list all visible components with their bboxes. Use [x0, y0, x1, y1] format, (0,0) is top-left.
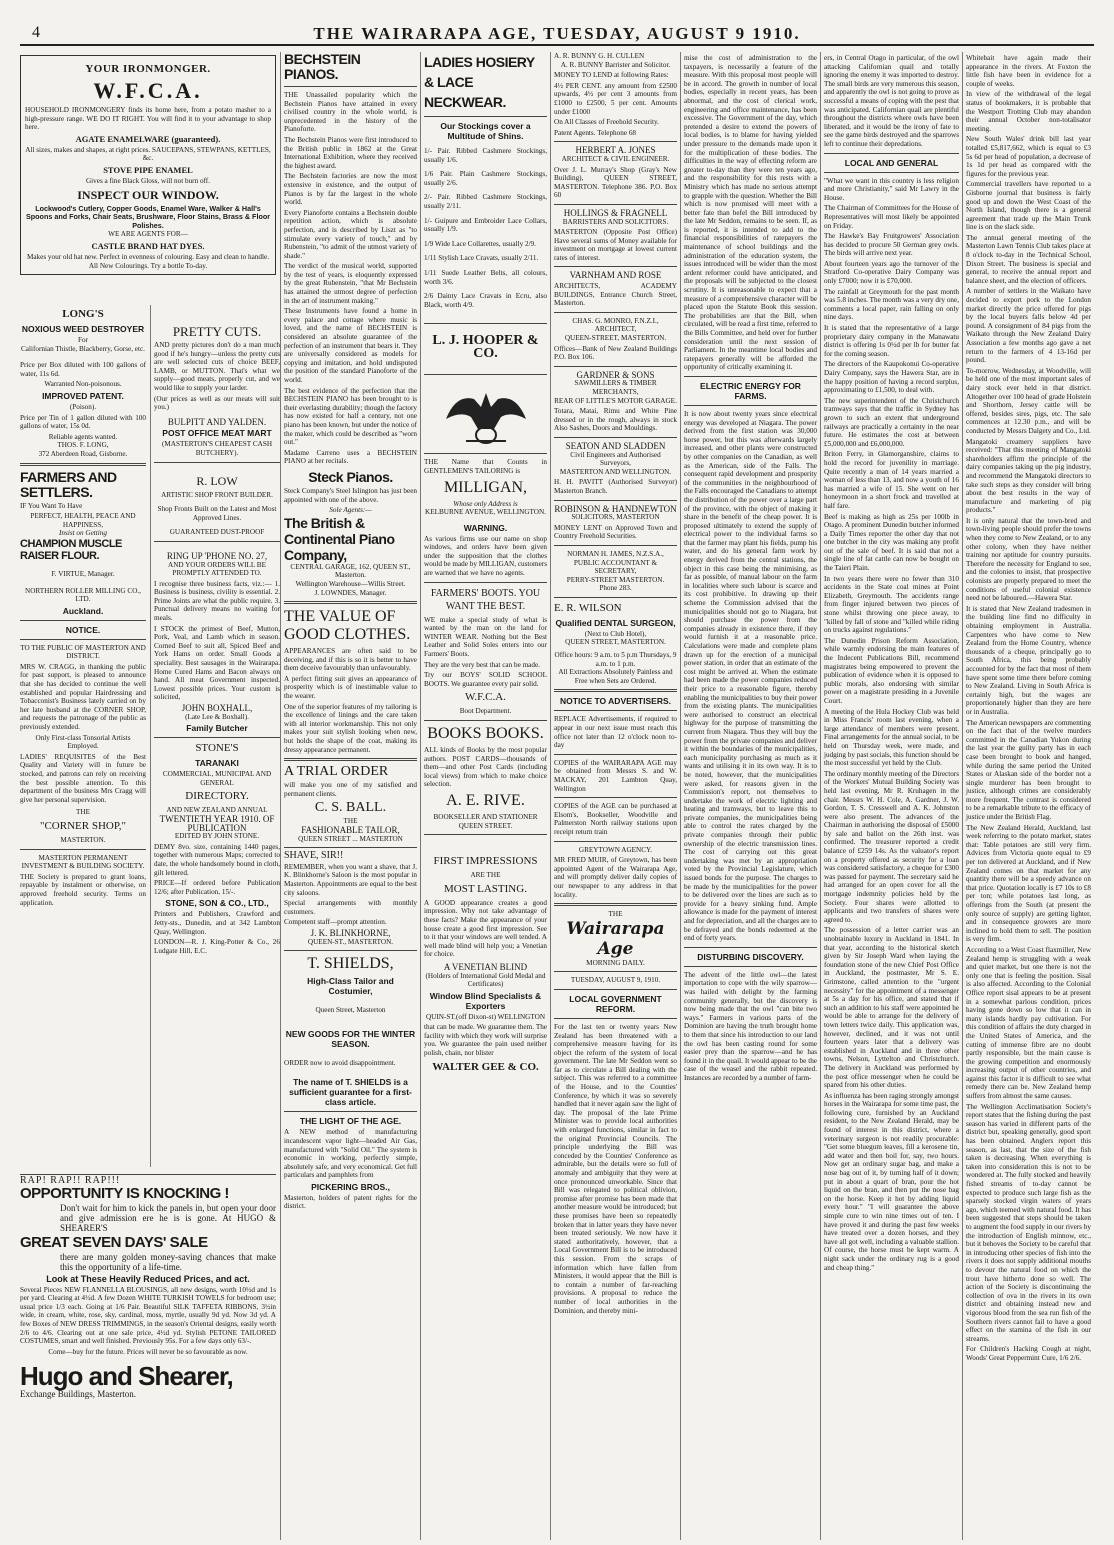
books-text: ALL kinds of Books by the most popular authors. POST CARDS—thousands of them—and other Post Cards (including local views) from which to make choice selection. [424, 746, 547, 789]
pretty-text: AND pretty pictures don't do a man much good if he's hungry—unless the pretty cuts are well selected cuts of choice BEEF, LAMB, or MUTTON. That's what we supply—good meats, properly cut, and we would like to supply your larder. [154, 341, 280, 392]
value-text3: One of the superior features of my tailoring is the excellence of linings and the care taken with all interior workmanship. This not only makes your suit stylish looking when new, but holds the shape of the coat, making its dressy appearance permanent. [284, 702, 417, 754]
gardner-addr: REAR OF LITTLE'S MOTOR GARAGE. [554, 396, 677, 405]
notice-advertisers-text: REPLACE Advertisements, if required to appear in our next issue must reach this office not later than 12 o'clock noon to-day [554, 715, 677, 750]
quin-street: QUIN-ST.(off Dixon-st) WELLINGTON [425, 1012, 546, 1021]
copies-text: COPIES of the WAIRARAPA AGE may be obtained from Messrs S. and W. MACKAY, 201 Lambton Quay, Wellington [554, 758, 677, 793]
stones-directory: DIRECTORY. [185, 790, 249, 803]
shields-title: T. SHIELDS, [307, 955, 394, 973]
news-item: New South Wales' drink bill last year totalled £5,817,662, which is equal to £3 5s 6d per head of population, a decrease of 1s 1d per head as compared with the figures for the previous year. [966, 135, 1091, 178]
pretty-title: PRETTY CUTS. [172, 324, 262, 339]
disturbing-text: The advent of the little owl—the latest importation to cope with the wily sparrow—was hailed with delight by the farming community generally, but the discovery is now being made that the owl "can bite two ways." Farmers in various parts of the Dominion are having the truth brought home to them that since his introduction to our land the owl has been casting round for some easier prey than the sparrow—and he has found it in the quail. It would appear to be the case of the weasel and the rabbit repeated. Instances are recorded by a number of farm- [684, 970, 817, 1082]
venetian-blind: A VENETIAN BLIND [443, 961, 528, 972]
hosiery-item: 1/11 Stylish Lace Cravats, usually 2/11. [424, 254, 539, 263]
steck-title: Steck Pianos. [308, 468, 393, 485]
robinson-sub: SOLICITORS, MASTERTON [571, 513, 660, 522]
news-item: The New Zealand Herald, Auckland, last week referring to the potato market, states that: Table potatoes are still very firm. Advices from Victoria quote equal to £9 per ton delivered at Auckland, and if New Zealand comes on that market for any quantity there will be a speedy advance on that price. Quotation locally is £7 10s to £8 per ton; while potatoes last long, as offerings from the South (at present the only source of supply) are getting lighter, and in consequence growers are more inclined to hold them to sell. The position is very firm. [966, 823, 1091, 944]
ball-fashionable: FASHIONABLE TAILOR, [301, 825, 400, 835]
seaton-addr: MASTERTON AND WELLINGTON. [559, 467, 672, 476]
pickering-holders: Masterton, holders of patent rights for the district. [284, 1193, 417, 1211]
pretty-firm: BULPITT AND YALDEN. [167, 416, 267, 427]
stones-demy: DEMY 8vo. size, containing 1440 pages, together with numerous Maps; corrected to date, the whole handsomely bound in cloth, gilt lettered. [154, 842, 280, 877]
ball-the: THE [343, 817, 358, 826]
news-item: For Children's Hacking Cough at night, Woods' Great Peppermint Cure, 1/6 2/6. [966, 1345, 1091, 1362]
boots-firm: W.F.C.A. [465, 691, 506, 704]
notice-artists: Only First-class Tonsorial Artists Employed. [35, 733, 131, 751]
hosiery-item: 1/- Guipure and Embroider Lace Collars, usually 1/9. [424, 216, 547, 234]
hosiery-item: 1/11 Suede Leather Belts, all colours, worth 3/6. [424, 268, 547, 286]
pavitt: H. H. PAVITT (Authorised Surveyor) Masterton Branch. [554, 478, 677, 495]
farmers-title: FARMERS AND SETTLERS. [20, 468, 117, 500]
boots-dept: Boot Department. [459, 707, 512, 716]
news-item: In two years there were no fewer than 310 accidents in the State coal mines at Point Elizabeth, Greymouth. The accidents range from finger injured between two pieces of stone whilst throwing one piece away, to "killed by fall of stone and "killed while riding on trucks against regulations." [824, 574, 959, 635]
opportunity-heading: OPPORTUNITY IS KNOCKING ! [20, 1184, 229, 1202]
local-gov-text: For the last ten or twenty years New Zealand has been threatened with a comprehensive measure having for its object the reform of the system of local government. The late Mr Seddon went so far as to circulate a Bill dealing with the subject. This was referred to a committee of the House, and to the Counties' Conference, by which it was so severely handled that it never again saw the light of day. The proposal of the late Prime Minister was to provide local authorities with enlarged functions, similar in fact to the original Provincial Councils. The principle underlying the Bill was conceded by the Counties' Conference as admirable, but the details were so full of anomaly and ambiguity that they were at once pronounced unworkable. Since that Bill was relegated to political oblivion, promise after promise has been made that another measure would be introduced; but these promises have been so repeatedly broken that in latter years they have never been treated seriously. We now have it stated authoritatively, however, that a Local Government Bill is to be introduced this session. From the scraps of information which have fallen from Ministers, it would appear that the Bill is to contain a number of far-reaching provisions. A proposal to reduce the number of local authorities in the Dominion, and thereby mini- [554, 1022, 677, 1315]
shields-order: ORDER now to avoid disappointment. [284, 1058, 396, 1067]
lockwood-text: Lockwood's Cutlery, Copper Goods, Enamel Ware, Walker & Hall's Spoons and Forks, Chair Seats, Brushware, Floor Stains, Brass & Floor Polishes. [25, 203, 271, 230]
longs-price: Price per Box diluted with 100 gallons of water, 11s 6d. [20, 361, 146, 378]
champion-flour: CHAMPION MUSCLE RAISER FLOUR. [20, 537, 122, 562]
farmers-lead: IF You Want To Have [20, 501, 83, 510]
hosiery-item: 1/- Pair. Ribbed Cashmere Stockings, usually 1/6. [424, 147, 547, 164]
bechstein-text6: These Instruments have found a home in every palace and cottage where music is loved, and the name of BECHSTEIN is considered an absolute guarantee of the perfection of an instrument that bears it. They are universally considered as models for copying and imitation, and hold undisputed the position of the standard Pianoforte of the world. [284, 307, 417, 384]
ring-stock: I STOCK the primest of Beef, Mutton, Pork, Veal, and Lamb which in season. Corned Beef to suit all, Spiced Beef and York Hams on order. Small Goods a speciality. Best sausages in the Wairarapa. Home Cured Hams and Bacon always on hand. All meat Government inspected. Lowest possible prices. Your custom is solicited, [154, 624, 280, 702]
farmers-insist: Insist on Getting [59, 529, 107, 538]
value-text1: APPEARANCES are often said to be deceiving, and if this is so it is better to have them deceive favourably than unfavourably. [284, 647, 417, 673]
stones-taranaki: TARANAKI [195, 758, 239, 769]
wilson-title: E. R. WILSON [554, 601, 622, 614]
ring-list: I recognise three business facts, viz.:— 1. Business is business, civility is essential. 2. Prime Joints are what the public require. 3. Punctual delivery means no waiting for meals. [154, 579, 280, 623]
greytown-text: MR FRED MUIR, of Greytown, has been appointed Agent of the Wairarapa Age, and will promptly deliver daily copies of our newspaper to any address in that locality. [554, 856, 677, 899]
longs-subtitle: NOXIOUS WEED DESTROYER [21, 324, 145, 334]
longs-title: LONG'S [62, 308, 104, 320]
first-text: A GOOD appearance creates a good impression. Why not take advantage of these facts? Make the appearance of your house create a good first impression. See to it that your windows are well tended. A well made blind will help you; a Venetian for choice. [424, 898, 547, 959]
wilson-hours: Office hours: 9 a.m. to 5 p.m Thursdays, 9 a.m. to 1 p.m. [554, 651, 677, 668]
masthead2-the: THE [608, 910, 623, 919]
stones-year: TWENTIETH YEAR 1910. OF PUBLICATION [159, 813, 275, 833]
gardner-sub: SAWMILLERS & TIMBER MERCHANTS, [574, 379, 657, 396]
longs-poison: (Poison). [69, 402, 97, 411]
agate-heading: AGATE ENAMELWARE (guaranteed). [75, 133, 221, 144]
bechstein-text1: THE Unassailed popularity which the Bechstein Pianos have attained in every civilised country in the whole world, is unprecedented in the history of the Pianoforte. [284, 91, 417, 134]
news-item: The possession of a letter carrier was an unobtainable luxury in Auckland in 1841. In that year, according to the historical sketch given by Sir Joseph Ward when laying the foundation stone of the new Chief Post Office in Auckland, the postmaster, Mr S. E. Grimstone, called attention to the "urgent necessity" for the appointment of a messenger at 5s a day for his office, and stated that if such an addition to his staff were appointed he would be able to arrange for the delivery of town letters twice daily. This application was, however, declined, and it was not until fourteen years later that a delivery was established in Auckland and in three other towns, Nelson, Lyttelton and Christchurch. The delivery in Auckland was performed by the post office messenger when he could be spared from his other duties. [824, 926, 959, 1090]
electric-title: ELECTRIC ENERGY FOR FARMS. [700, 380, 801, 401]
news-item: "What we want in this country is less religion and more Christianity," said Mr Lawry in the House. [824, 176, 959, 202]
great-sale: GREAT SEVEN DAYS' SALE [20, 1233, 208, 1251]
news-item: About fourteen years ago the turnover of the Stratford Co-operative Dairy Company was only £7000; now it is £70,000. [824, 259, 959, 286]
value-text2: A perfect fitting suit gives an appearance of prosperity which is of inestimable value to the wearer. [284, 674, 417, 701]
masthead2-name: Wairarapa Age [566, 918, 665, 959]
news-item: The new superintendent of the Christchurch tramways says that the traffic in Sydney has grown to such an extent that underground railways are practically a certainty in the near future. He estimates the cost at between £5,000,000 and £6,000,000. [824, 396, 959, 448]
electric-text: It is now about twenty years since electrical energy was developed at Niagara. The power derived from the first station was 30,000 horse power, but this was afterwards largely increased, and other plants were constructed by other companies on the Canadian, as well as the American, side of the Falls. The consequent rapid development and prosperity of the communities in the neighbourhood of the Falls encouraged the Canadians to attempt the distribution of the power over a large part of the province, with the object of making it share in the benefit of the cheap power. It is proposed ultimately to extend the supply of electrical power to the individual farms so that the farmer may plant his fields, pump his water, and do his general farm work by energy derived from the central stations, the object in this case being the minimising, as far as possible, of manual labour on the farm in localities where such labour is scarce and its cost prohibitive. In drawing up their scheme the Commission advised that the municipalities should not go to Niagara, but should purchase the power from the companies already in existence there, if they would furnish it at a reasonable price. Calculations were made and complete plans drawn up for the erection of a municipal power station, in order that an estimate of the cost might be arrived at. When the estimate had been made the power companies reduced their price to a reasonable figure, thereby enabling the municipalities to buy their power from the existing plants. The municipalities were authorised to construct an electrical highway for the purpose of transmitting the current from Niagara. Thus they will buy the power from the private companies and deliver it within the boundaries of the municipalities, each municipality purchasing as much as it wants and utilising it in its own way. It is to be noted, however, that the municipalities were asked, for reasons given in the Commission's report, not themselves to undertake the work of electric lighting and heating and tramways, but to leave this to private companies, the municipalities being able to control the rates charged by the private companies through their public ownership of the electric transmission lines. The cost of carrying out this great undertaking was met by an appropriation voted by the Provincial Legislature, which issued bonds for the purpose. The charges to be made by the municipalities for the power to be delivered over the lines are such as to provide for a heavy sinking fund. Ample allowance is made for the payment of interest and for depreciation, and all the charges are to be defrayed and the bonds redeemed at the end of forty years. [684, 409, 817, 943]
news-item: In view of the withdrawal of the legal status of bookmakers, it is probable that the Westport Trotting Club may abandon their annual October non-totalisator meeting. [966, 90, 1091, 133]
farmers-virtue: F. VIRTUE, Manager. [51, 569, 115, 578]
column-4 [550, 52, 680, 1540]
shields-address: Queen Street, Masterton [315, 1006, 386, 1015]
hugo-text2: there are many golden money-saving chances that make this the opportunity of a life-time. [60, 1251, 276, 1272]
local-general-title: LOCAL AND GENERAL [844, 157, 939, 168]
bechstein-title: BECHSTEIN PIANOS. [284, 52, 361, 82]
lowndes-manager: J. LOWNDES, Manager. [314, 588, 387, 597]
news-item: The Chairman of Committees for the House of Representatives will most likely be appointed on Friday. [824, 204, 959, 230]
boxhall-late: (Late Lee & Boxhall). [185, 712, 249, 721]
hollings-title: HOLLINGS & FRAGNELL [563, 207, 668, 218]
greytown-title: GREYTOWN AGENCY. [578, 845, 653, 854]
stones-firm: STONE, SON & CO., LTD., [165, 898, 269, 909]
wilson-next: (Next to Club Hotel), [584, 629, 647, 638]
hugo-come: Come—buy for the future. Prices will never be so favourable as now. [48, 1347, 248, 1356]
notice-the: THE [76, 808, 90, 817]
longs-improved: IMPROVED PATENT. [42, 390, 124, 401]
longs-for-text: Californian Thistle, Blackberry, Gorse, etc. [21, 344, 145, 353]
shields-sub: High-Class Tailor and Costumier, [307, 976, 394, 997]
gardner-text: Totara, Matai, Rimu and White Pine dressed or in the rough, always in stock Also Sashes, Doors and Mouldings. [554, 407, 677, 433]
pickering-name: PICKERING BROS., [311, 1181, 390, 1192]
news-item: The American newspapers are commenting on the fact that of the twelve murders committed in the Canadian Yukon during the last year the guilty party has in each case been brought to book and hanged, while during the same period the United States or Alaskan side of the border not a single murderer has been brought to justice, although crimes are considerably more frequent. The contrast is considered to be a remarkable tribute to the efficacy of justice under the British Flag. [966, 718, 1091, 822]
column-1b [150, 305, 280, 1167]
seaton-title: SEATON AND SLADDEN [565, 440, 666, 451]
farmers-company: NORTHERN ROLLER MILLING CO., LTD. [25, 586, 141, 604]
shave-text: REMEMBER, when you want a shave, that J. K. Blinkhorne's Saloon is the most popular in Masterton. Appointments are equal to the best city saloons. [284, 862, 417, 897]
bechstein-carreno: Madame Carreno uses a BECHSTEIN PIANO at her recitals. [284, 448, 417, 466]
news-item: According to a West Coast flaxmiller, New Zealand hemp is struggling with a weak and quiet market, but one there is not the only one that is feeling the position. Sisal is also affected. According to the Colonial Office report sisal appears to be at present in a somewhat parlous condition, prices having gone down so low that it can in many islands hardly pay cultivation. For this condition of affairs the duty charged in the United States of America, and the cutting of immense fibre are no doubt partly responsible, but the main cause is the growing competition and enormously increasing output of other countries, and against this factor it is difficult to see what remedy there can be. New Zealand hemp suffers from almost the same causes. [966, 945, 1091, 1101]
stones-price: PRICE—If ordered before Publication 12/6; after Publication, 15/-. [154, 879, 280, 896]
value-title: THE VALUE OF GOOD CLOTHES. [284, 608, 411, 644]
hugo-items: Several Pieces NEW FLANNELLA BLOUSINGS, all new designs, worth 10½d and 1s per yard. Clearing at 4½d. A few Dozen WHITE TURKISH TOWELS for bedroom use; usual price 1/3 each. Going at 1/6 Pair. Beautiful SILK TAFFETA RIBBONS, 3½in wide, in cream, white, rose, sky, cardinal, moss, myrtle, usually 9d yd. Now 3d yd. A few Boxes of NEW DRESS TRIMMINGS, in the season's Oriental designs, easily worth 2/6 to 4/6. Clearing out at one sale price, 4½d yd. Stylish PETONE TAILORED COSTUMES, smart and well finished. Previously 95s. For a few days only 63/-. [20, 1285, 276, 1346]
milligan-text: THE Name that Counts in GENTLEMEN'S TAILORING is [424, 458, 547, 475]
bechstein-text2: The Bechstein Pianos were first introduced to the British public in 1862 at the Great International Exhibition, where they received the highest award. [284, 135, 417, 170]
jones-addr: Over J. L. Murray's Shop (Gray's New Building), QUEEN STREET, MASTERTON. Telephone 386. P.O. Box 60 [554, 165, 677, 200]
rlow-artistic: ARTISTIC SHOP FRONT BUILDER. [161, 490, 273, 499]
trial-title: A TRIAL ORDER [284, 764, 389, 780]
hosiery-item: 2/- Pair. Ribbed Cashmere Stockings, usually 2/11. [424, 193, 547, 210]
bunny-freehold: On All Classes of Freehold Security. [554, 118, 659, 127]
longs-owner: THOS. F. LONG, [57, 441, 109, 450]
building-title: MASTERTON PERMANENT INVESTMENT & BUILDING SOCIETY. [21, 853, 145, 871]
monro-title: CHAS. G. MONRO, F.N.Z.I., ARCHITECT, [572, 316, 659, 334]
stones-london: LONDON—R. J. King-Potter & Co., 26 Ludgate Hill, E.C. [154, 938, 280, 955]
steck-text: Steck Company's Steel Islington has just been appointed with one of the above. [284, 486, 417, 504]
sole-agents: Sole Agents:— [329, 506, 372, 515]
rap-heading: RAP! RAP!! RAP!!! [20, 1175, 121, 1186]
longs-warranted: Warranted Non-poisonous. [44, 380, 122, 389]
ironmonger-name: W.F.C.A. [93, 78, 203, 103]
norman-phone: Phone 283. [599, 584, 632, 593]
agate-text: All sizes, makes and shapes, at right prices. SAUCEPANS, STEWPANS, KETTLES, &c. [25, 145, 271, 163]
pretty-market: POST OFFICE MEAT MART [162, 428, 272, 439]
milligan-name: MILLIGAN, [443, 478, 528, 496]
local-general-list [824, 177, 959, 1273]
stones-nz: AND NEW ZEALAND ANNUAL [166, 806, 268, 815]
news-item: A meeting of the Hula Hockey Club was held in Miss Francis' room last evening, when a large attendance of members were present. Final arrangements for the annual social, to be held on Thursday week, were made, and judging by past socials, this function should be the most successful yet held by the Club. [824, 707, 959, 768]
shave-staff: Competent staff—prompt attention. [284, 918, 387, 927]
newspaper-title: THE WAIRARAPA AGE, TUESDAY, AUGUST 9 1910. [313, 24, 801, 43]
ring-text: AND YOUR ORDERS WILL BE PROMPTLY ATTENDED TO. [168, 560, 266, 578]
copies2-text: COPIES of the AGE can be purchased at Elsom's, Bookseller, Woodville and Palmerston North railway stations upon receipt return train [554, 802, 677, 836]
news-item: Beef is making as high as 25s per 100lb in Otago. A prominent Dunedin butcher informed a Daily Times reporter the other day that not one butcher in the city was making any profit out of the sale of beef. It is said that not a single line of fat cattle can now be bought on the Taieri Plain. [824, 512, 959, 573]
page-number: 4 [32, 24, 40, 41]
stones-printers: Printers and Publishers, Crawford and Jetty-sts., Dunedin, and at 342 Lambton Quay, Wellington. [154, 910, 280, 936]
column-1 [20, 52, 280, 1540]
farmers-city: Auckland. [62, 605, 104, 616]
inspect-heading: INSPECT OUR WINDOW. [77, 187, 219, 202]
notice-text: MRS W. CRAGG, in thanking the public for past support, is pleased to announce that she has decided to continue the well established and popular Hairdressing and Tobacconist's Business lately carried on by her late husband at the CORNER SHOP, and requests the patronage of the public as previously extended. [20, 662, 146, 732]
blinkhorne-address: QUEEN-ST., MASTERTON. [307, 937, 394, 946]
rlow-name: R. LOW [196, 473, 238, 488]
news-item: The Hawke's Bay Fruitgrowers' Association has decided to procure 50 German grey owls. The birds will arrive next year. [824, 232, 959, 258]
hosiery-stockings: Our Stockings cover a Multitude of Shins. [440, 121, 531, 141]
longs-address: 372 Aberdeen Road, Gisborne. [38, 449, 128, 458]
news-item: It is only natural that the town-bred and town-living people should prefer the towns when they come to New Zealand, or to any other colony, when they have neither training nor aptitude for country pursuits. Therefore the necessity for England to see, and the colonies to insist, that prospective colonists are properly prepared to meet the conditions of useful colonial existence need not be laboured.—Hawera Star. [966, 516, 1091, 603]
hosiery-item: 1/9 Wide Lace Collarettes, usually 2/9. [424, 239, 536, 248]
news-item: Briton Ferry, in Glamorganshire, claims to hold the record for juvenility in marriage. Quite recently a man of 14 years married a woman of less than 13, and now a youth of 16 has married a wife of 15. She went on her honeymoon in a short frock and travelled at half fare. [824, 450, 959, 510]
norman-addr: PERRY-STREET MASTERTON. [566, 575, 665, 584]
castle-heading: CASTLE BRAND HAT DYES. [91, 240, 205, 251]
shields-new: NEW GOODS FOR THE WINTER SEASON. [285, 1028, 416, 1049]
bunny-money: MONEY TO LEND at following Rates: [554, 71, 669, 80]
books-title: BOOKS BOOKS. [427, 725, 544, 742]
hosiery-item: 2/6 Dainty Lace Cravats in Ecru, also Black, worth 4/9. [424, 292, 547, 309]
first-title1: FIRST IMPRESSIONS [433, 855, 538, 868]
crest-emblem-icon [436, 379, 536, 449]
norman-sub: PUBLIC ACCOUNTANT & SECRETARY, [573, 558, 658, 576]
news-item: Mangatoki creamery suppliers have received: "That this meeting of Mangatoki shareholders affirm the principle of the dairy companies taking up the pig industry, and recommend the Mangatoki directors to take such steps as they consider will bring about the best results in the way of manufacture and marketing of pig products." [966, 437, 1091, 515]
jones-title: HERBERT A. JONES [575, 145, 656, 156]
bechstein-text5: The verdict of the musical world, supported by the test of years, is eloquently expressed by the great Rubenstein, "that Mr Bechstein has attained the utmost degree of perfection in the art of instrument making." [284, 262, 417, 305]
ironmonger-ad [20, 55, 276, 275]
news-item: It is stated that New Zealand tradesmen in the building line find no difficulty in obtaining employment in Australia. Carpenters who have come to New Zealand from the Home Country, whence thousands of a cheque, principally go to South Africa, this being probably accounted for by the fact that most of them have spent some time there before coming to New Zealand. Living in South Africa is certainly high, but the wages are proportionately higher than they are here or in Australia. [966, 604, 1091, 716]
robinson-title: ROBINSON & HANDNEWTON [554, 503, 677, 514]
wellington-warehouse: Wellington Warehouse—Willis Street. [295, 579, 406, 588]
hollings-sub: BARRISTERS AND SOLICITORS. [562, 217, 669, 226]
local-gov-title: LOCAL GOVERNMENT REFORM. [569, 993, 662, 1014]
notice-addressee: TO THE PUBLIC OF MASTERTON AND DISTRICT. [20, 643, 146, 661]
shields-guarantee: The name of T. SHIELDS is a sufficient guarantee for a first-class article. [289, 1077, 412, 1108]
pretty-note: (Our prices as well as our meats will suit you.) [154, 394, 280, 412]
column-5 [680, 52, 820, 1540]
hollings-addr: MASTERTON (Opposite Post Office) Have several sums of Money available for investment on mortgage at lowest current rates of interest. [554, 228, 677, 262]
first-title2: ARE THE [470, 871, 501, 880]
ball-address: QUEEN STREET ... MASTERTON [298, 834, 403, 843]
ring-title: RING UP 'PHONE NO. 27, [166, 550, 268, 561]
trial-text: will make you one of my satisfied and permanent clients. [284, 781, 417, 798]
building-text: THE Society is prepared to grant loans, repayable by instalment or otherwise, on approved freehold security. Terms on application. [20, 872, 146, 907]
wilson-addr: QUEEN STREET, MASTERTON. [565, 638, 666, 647]
stove-text: Gives a fine Black Gloss, will not burn off. [85, 176, 211, 185]
monro-addr: QUEEN-STREET, MASTERTON. [564, 334, 667, 343]
hosiery-item: 1/6 Pair. Plain Cashmere Stockings, usually 2/6. [424, 170, 547, 187]
hugo-address: Exchange Buildings, Masterton. [20, 1389, 136, 1400]
boots-text: WE make a special study of what is wanted by the man on the land for WINTER WEAR. Nothing but the Best Leather and Solid Soles enters into our Farmers' Boots. [424, 615, 547, 659]
stones-commercial: COMMERCIAL, MUNICIPAL AND GENERAL [162, 770, 272, 787]
masthead [20, 24, 1094, 46]
rive-name: A. E. RIVE. [446, 791, 525, 809]
column-2 [280, 52, 420, 1540]
warning-text: As various firms use our name on shop windows, and orders have been given under the supposition that the clothes would be made by MILLIGAN, customers are warned that we have no agents. [424, 534, 547, 578]
boxhall-family: Family Butcher [186, 723, 248, 734]
hooper-name: L. J. HOOPER & CO. [432, 333, 539, 362]
news-item: A number of settlers in the Waikato have decided to export pork to the London market directly the price offered for pigs by the local buyers falls below 4d per pound. A consignment of 84 pigs from the Waikato through the New Zealand Dairy Association a few months ago gave a net return to the farmers of 4 13-16d per pound. [966, 287, 1091, 365]
wilson-extractions: All Extractions Absolutely Painless and Free when Sets are Ordered. [558, 668, 673, 685]
robinson-text: MONEY LENT on Approved Town and Country Freehold Securities. [554, 523, 677, 541]
blinkhorne-name: J. K. BLINKHORNE, [310, 927, 391, 938]
ironmonger-intro: HOUSEHOLD IRONMONGERY finds its home here, from a potato masher to a high-pressure range. WE DO IT RIGHT. You will find it to your advantage to shop here. [25, 106, 271, 132]
news-item: The ordinary monthly meeting of the Directors of the Workers' Mutual Building Society was held last evening, Mr R. Kruhagen in the chair. Messrs W. H. Cole, A. Gardner, J. W. Gordon, T. S. Cresswell and A. K. Johnston were also present. The advances of the Chairman in authorising the disposal of £5000 by sale and ballot on the 26th inst. was confirmed. The treasurer reported a credit balance of £259 14s. As the valuator's report on a property offered as security for a loan was considered satisfactory, a cheque for £300 was passed for payment. The secretary said he had arranged for an open cover for all the mortgage indemnity policies held by the Society. Four shares were allotted to applicants and two transfers of shares were agreed to. [824, 769, 959, 924]
wilson-sub: Qualified DENTAL SURGEON, [555, 617, 676, 628]
ball-name: C. S. BALL. [314, 800, 387, 816]
news-item: The directors of the Kaupokonui Co-operative Dairy Company, says the Hawera Star, are in the happy position of having a record surplus, approximating to £1,500, to deal with. [824, 360, 959, 395]
bechstein-text3: The Bechstein factories are now the most extensive in existence, and the output of Pianos is by far the largest in the whole world. [284, 172, 417, 207]
local-gov-continued: mise the cost of administration to the taxpayers, is necessarily a feature of the measure. With this proposal most people will be in accord. The growth in number of local bodies, especially in recent years, has been abnormal, and the cost of clerical work, engineering and office maintenance, has been excessive. The Government of the day, which pretended a desire to extend the powers of local bodies, is to blame for having yielded under pressure to the demands made upon it for the multiplication of these bodies. The difficulties in the way of effecting reform are greater to-day than they were ten years ago, and the responsibility for this rests with a Ministry which has made no serious attempt to grapple with the question. Whether the Bill which is now promised will meet with a better fate than befel the Bill introduced by the late Mr Seddon, remains to be seen. If, as is reported, it is intended to add to the financial responsibilities of ratepayers the maintenance of school buildings and the administration of the education system, the issues introduced will be wider than the most ardent reformer could have anticipated, and the proposals will be subjected to the closest scrutiny. It is unreasonable to expect that a measure of a comprehensive character will be placed upon the Statute Book this session. The probabilities are that the Bill, when circulated, will be read a first time, referred to the Bills Committee, and held over for further consideration until the next session of Parliament. In the meantime local bodies and ratepayers generally will be afforded the opportunity of critically examining it. [684, 54, 817, 372]
british-continental: The British & Continental Piano Company, [284, 514, 395, 563]
first-title3: MOST LASTING. [444, 882, 527, 895]
gardner-title: GARDNER & SONS [576, 369, 655, 380]
bunny-rates: 4½ PER CENT. any amount from £2500 upwards, 4½ per cent 3 amounts from £1000 to £2500, 5 per cent. Amounts under £1000 [554, 81, 677, 116]
disturbing-title: DISTURBING DISCOVERY. [697, 951, 804, 962]
venetian-holders: (Holders of International Gold Medal and Certificates) [425, 971, 546, 989]
cards-section [554, 52, 677, 685]
boots-text2: They are the very best that can be made. [424, 660, 540, 669]
bechstein-text4: Every Pianoforte contains a Bechstein double repetition action, which is absolute perfection, and is described by Liszt as "to stimulate every variety of touch," and by Rubenstein, "to admit of the utmost variety of shade." [284, 208, 417, 260]
monro-offices: Offices—Bank of New Zealand Buildings P.O. Box 106. [554, 344, 677, 362]
varnham-title: VARNHAM AND ROSE [569, 270, 662, 281]
varnham-sub: ARCHITECTS, ACADEMY BUILDINGS, Entrance Church Street, Masterton. [554, 282, 677, 308]
stones-title: STONE'S [195, 742, 239, 755]
bunny-patent: Patent Agents. Telephone 68 [554, 128, 637, 137]
masthead2-date: TUESDAY, AUGUST 9, 1910. [570, 976, 661, 985]
masthead2-sub: MORNING DAILY. [586, 958, 645, 967]
boots-title: FARMERS' BOOTS. YOU WANT THE BEST. [430, 587, 541, 612]
central-garage: CENTRAL GARAGE, 162, QUEEN ST., Masterton. [290, 562, 411, 580]
column-7 [962, 52, 1094, 1540]
seaton-sub: Civil Engineers and Authorised Surveyors, [570, 450, 661, 468]
column-3 [420, 52, 550, 1540]
longs-for: For [78, 336, 88, 344]
stones-edited: EDITED BY JOHN STONE. [174, 832, 260, 841]
news-item: The annual general meeting of the Masterton Lawn Tennis Club takes place at 8 o'clock to-day in the Technical School, Dixon Street. The business is special and general, to receive the annual report and balance sheet, and the election of officers. [966, 233, 1091, 285]
ironmonger-title: YOUR IRONMONGER. [85, 63, 211, 75]
corner-shop: "CORNER SHOP," [39, 819, 126, 832]
light-text: A NEW method of manufacturing incandescent vapor light—headed Air Gas, manufactured with "Solid Oil." The system is economic in working, perfectly simple, absolutely safe, and very economical. Get full particulars and pamphlets from [284, 1128, 417, 1180]
bunny-header: A. R. BUNNY G. H. CULLEN [554, 52, 645, 60]
longs-poison-price: Price per Tin of 1 gallon diluted with 100 gallons of water, 15s 0d. [20, 413, 146, 431]
warning-title: WARNING. [463, 522, 508, 533]
window-specialists: Window Blind Specialists & Exporters [429, 990, 542, 1011]
jones-sub: ARCHITECT & CIVIL ENGINEER. [561, 154, 670, 163]
hosiery-list [424, 147, 547, 309]
news-item: Whitebait have again made their appearance in the rivers. At Foxton the little fish have been in evidence for a couple of weeks. [966, 54, 1091, 88]
notice-title: NOTICE. [65, 624, 101, 635]
stove-heading: STOVE PIPE ENAMEL [103, 164, 193, 175]
news-item: To-morrow, Wednesday, at Woodville, will be held one of the most important sales of dairy stock ever held in that district. Altogether over 100 head of grade Holstein and Shorthorn, Jersey cattle will be offered, besides sires, pigs, etc. The sale commences at 12.30 p.m., and will be conducted by Messrs Dalgety and Co., Ltd. [966, 366, 1091, 435]
norman-title: NORMAN H. JAMES, N.Z.S.A., [567, 549, 664, 558]
news-item: The Wellington Acclimatisation Society's report states that the fishing during the past season has varied in different parts of the district but, speaking generally, good sport has been obtained. Anglers report this season, as last, that the size of the fish taken is decreasing. When everything is taken into consideration this is not to be wondered at. The fully stocked and heavily fished streams of to-day cannot be expected to produce such large fish as the sparsely stocked virgin waters of years ago, which teemed with natural food. It has been suggested that steps should be taken to augment the food supply in our rivers by the introduction of English minnow, etc., but it behoves the Society to be careful that in introducing other species of fish into the rivers it does not supply additional mouths to devour the natural food on which the trout have hitherto done so well. The action of the Society is discontinuing the collection of ova in the rivers in its own district and obtaining instead new and vigorous blood from the sea run fish of the Southern rivers cannot fail to have a good effect on the stamina of the fish in our streams. [966, 1102, 1091, 1343]
walter-gee: WALTER GEE & CO. [432, 1060, 539, 1073]
hosiery-title: LADIES HOSIERY & LACE NECKWEAR. [424, 54, 535, 110]
quin-text: that can be made. We guarantee them. The facility with which they work will surprise you. We guarantee the pain used neither polish, chain, nor blister [424, 1023, 547, 1058]
milligan-addr1: Whose only Address is [453, 499, 518, 508]
boxhall-name: JOHN BOXHALL, [181, 703, 253, 713]
boots-try: Try our BOYS' SOLID SCHOOL BOOTS. We guarantee every pair solid. [424, 671, 547, 688]
news-item: The Dunedin Prison Reform Association, while warmly endorsing the main features of the Indecent Publications Bill, recommend magistrates being empowered to prevent the publication of evidence when it is opposed to public morals, also endorsing with similar power on a magistrate presiding in a Juvenile Court. [824, 636, 959, 705]
hugo-brand: Hugo and Shearer, [20, 1361, 233, 1392]
rlow-shop: Shop Fronts Built on the Latest and Most Approved Lines. [157, 505, 277, 522]
notice-ladies: LADIES' REQUISITES of the Best Quality and Variety will in future be stocked, and patrons can rely on receiving the best possible attention. To this department of the business Mrs Cragg will give her personal supervision. [20, 752, 146, 804]
notice-town: MASTERTON. [60, 835, 106, 844]
hugo-text1: Don't wait for him to kick the panels in, but open your door and give admission ere he is is gone. At HUGO & SHEARER'S [60, 1202, 276, 1233]
shave-special: Special arrangements with monthly customers. [284, 899, 417, 916]
bunny-firm: A. R. BUNNY Barrister and Solicitor. [560, 60, 671, 69]
milligan-addr2: KELBURNE AVENUE, WELLINGTON. [425, 508, 546, 517]
notice-advertisers-title: NOTICE TO ADVERTISERS. [560, 696, 671, 707]
rlow-dust: GUARANTEED DUST-PROOF [169, 528, 265, 537]
castle-text: Makes your old hat new. Perfect in evenness of colouring. Easy and clean to handle. All New Colourings. Try a bottle To-day. [26, 252, 270, 270]
pretty-cheapest: (MASTERTON'S CHEAPEST CASH BUTCHERY). [161, 440, 273, 457]
news-item: It is stated that the representative of a large proprietary dairy company in the Manawatu district is offering 1s 0½d per lb for butter fat for the coming season. [824, 324, 959, 358]
light-title: THE LIGHT OF THE AGE. [299, 1116, 402, 1127]
news-item: As influenza has been raging strongly amongst horses in the Wairarapa for some time past, the following cure, furnished by an Auckland resident, to the New Zealand Herald, may be found of interest in this district, where a veterinary surgeon is not readily procurable: "Get some bluegum leaves, fill a kerosene tin, add water and then boil for, say, two hours. Now get an ordinary sugar bag, and make a nose bag out of it, by turning half of it down; put in about a quart of bran, pour the hot liquid on the bran, and then put the nose bag on the horse. Keep it hot by adding liquid every hour." "I will guarantee the above simple cure to win nine times out of ten. I have proved it and during the past few weeks have treated over a dozen horses, and they have all got well, including a valuable stallion. Of course, the horse must be kept warm. A night sack under the ordinary rug is a good and cheap thing." [824, 1091, 959, 1272]
rive-sub: BOOKSELLER AND STATIONER QUEEN STREET. [433, 812, 538, 830]
look-heading: Look at These Heavily Reduced Prices, and act. [46, 1273, 250, 1284]
news-item: Commercial travellers have reported to a Gisborne journal that business is fairly good up and down the West Coast of the North Island, though there is a general agreement that trade up the Main Trunk line is on the slack side. [966, 180, 1091, 232]
news-item: The rainfall at Greymouth for the past month was 5.8 inches. The month was a very dry one, comments a local paper, rain falling on only nine days. [824, 287, 959, 322]
shave-title: SHAVE, SIR!! [284, 850, 344, 862]
owl-continued: ers, in Central Otago in particular, of the owl attacking Californian quail and totally ignoring the enemy it was imported to destroy. The small birds are very numerous this season, and apparently the owl is not going to prove as successful a means of coping with the pest that was anticipated. Californian quail are plentiful throughout the districts where owls have been liberated, and it would be the irony of fate to see the game birds destroyed and the sparrows left to continue their depredations. [824, 54, 959, 148]
bechstein-text7: The best evidence of the perfection that the BECHSTEIN PIANO has been brought to is their everlasting durability; though the factory has now existed for half a century, not one piano has been known, but under the notice of the maker, which could be described as "worn out." [284, 386, 417, 447]
longs-agents: Reliable agents wanted. [48, 432, 118, 441]
agents-label: WE ARE AGENTS FOR— [108, 230, 188, 239]
farmers-text: PERFECT, HEALTH, PEACE AND HAPPINESS, [30, 512, 136, 529]
column-6 [820, 52, 962, 1540]
